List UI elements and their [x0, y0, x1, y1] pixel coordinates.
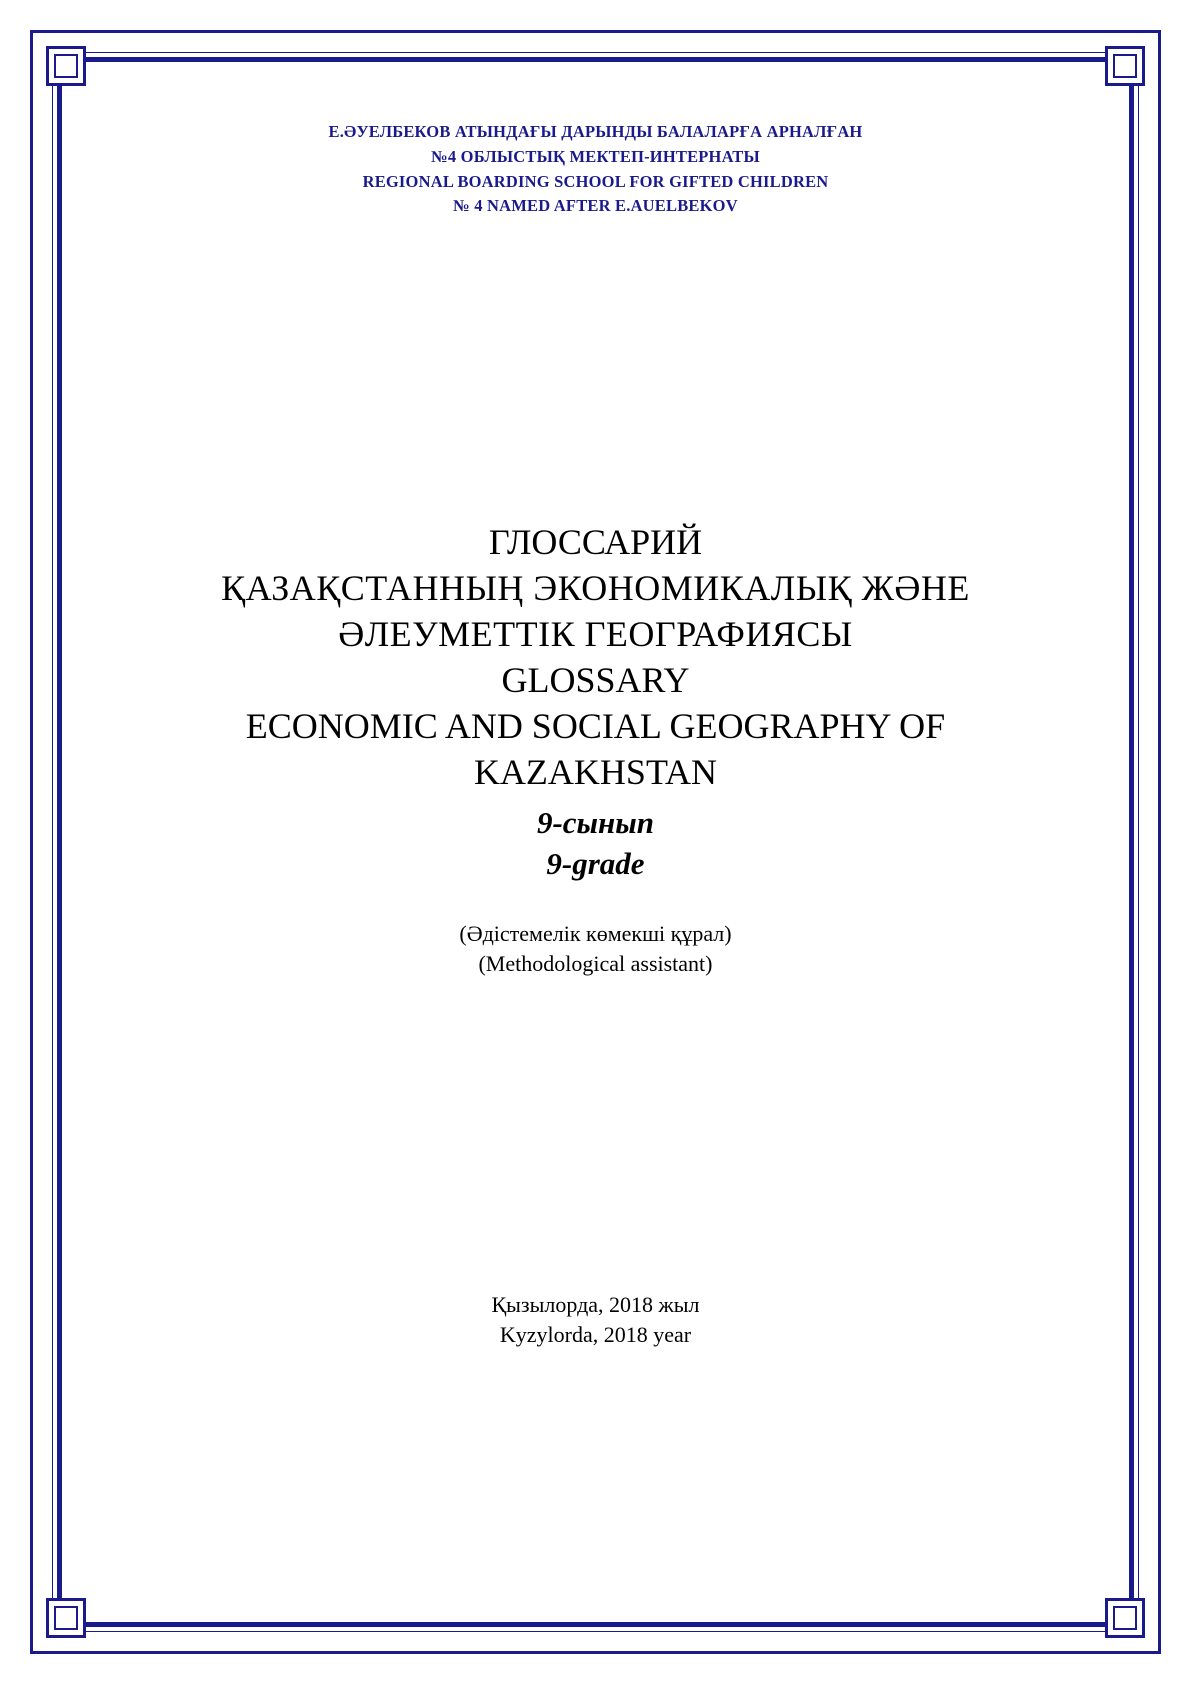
grade-label — [90, 803, 1101, 885]
school-header — [90, 120, 1101, 219]
publication-place-en: Kyzylorda, 2018 year — [499, 1321, 692, 1347]
school-header-line-2: №4 ОБЛЫСТЫҚ МЕКТЕП-ИНТЕРНАТЫ — [431, 146, 760, 166]
grade-label-kk: 9-сынып — [536, 805, 655, 841]
title-line-6: KAZAKHSTAN — [473, 752, 718, 793]
school-header-line-4: № 4 NAMED AFTER E.AUELBEKOV — [453, 196, 738, 216]
document-subtitle — [90, 919, 1101, 978]
subtitle-en: (Methodological assistant) — [478, 950, 713, 976]
publication-place — [90, 1290, 1101, 1349]
publication-place-kk: Қызылорда, 2018 жыл — [491, 1292, 700, 1317]
subtitle-kk: (Әдістемелік көмекші құрал) — [459, 921, 732, 947]
corner-ornament-top-left — [46, 46, 86, 86]
corner-ornament-bottom-right — [1105, 1598, 1145, 1638]
title-line-2: ҚАЗАҚСТАННЫҢ ЭКОНОМИКАЛЫҚ ЖӘНЕ — [221, 568, 970, 609]
corner-ornament-bottom-left — [46, 1598, 86, 1638]
cover-content — [90, 120, 1101, 979]
grade-label-en: 9-grade — [546, 846, 645, 882]
title-line-5: ECONOMIC AND SOCIAL GEOGRAPHY OF — [245, 706, 946, 747]
title-line-4: GLOSSARY — [501, 660, 690, 701]
title-line-1: ГЛОССАРИЙ — [488, 522, 703, 562]
corner-ornament-top-right — [1105, 46, 1145, 86]
title-line-3: ӘЛЕУМЕТТІК ГЕОГРАФИЯСЫ — [338, 614, 853, 655]
school-header-line-3: REGIONAL BOARDING SCHOOL FOR GIFTED CHILDREN — [362, 171, 829, 191]
school-header-line-1: Е.ӘУЕЛБЕКОВ АТЫНДАҒЫ ДАРЫНДЫ БАЛАЛАРҒА АРНАЛҒАН — [328, 122, 863, 141]
document-title — [90, 519, 1101, 795]
